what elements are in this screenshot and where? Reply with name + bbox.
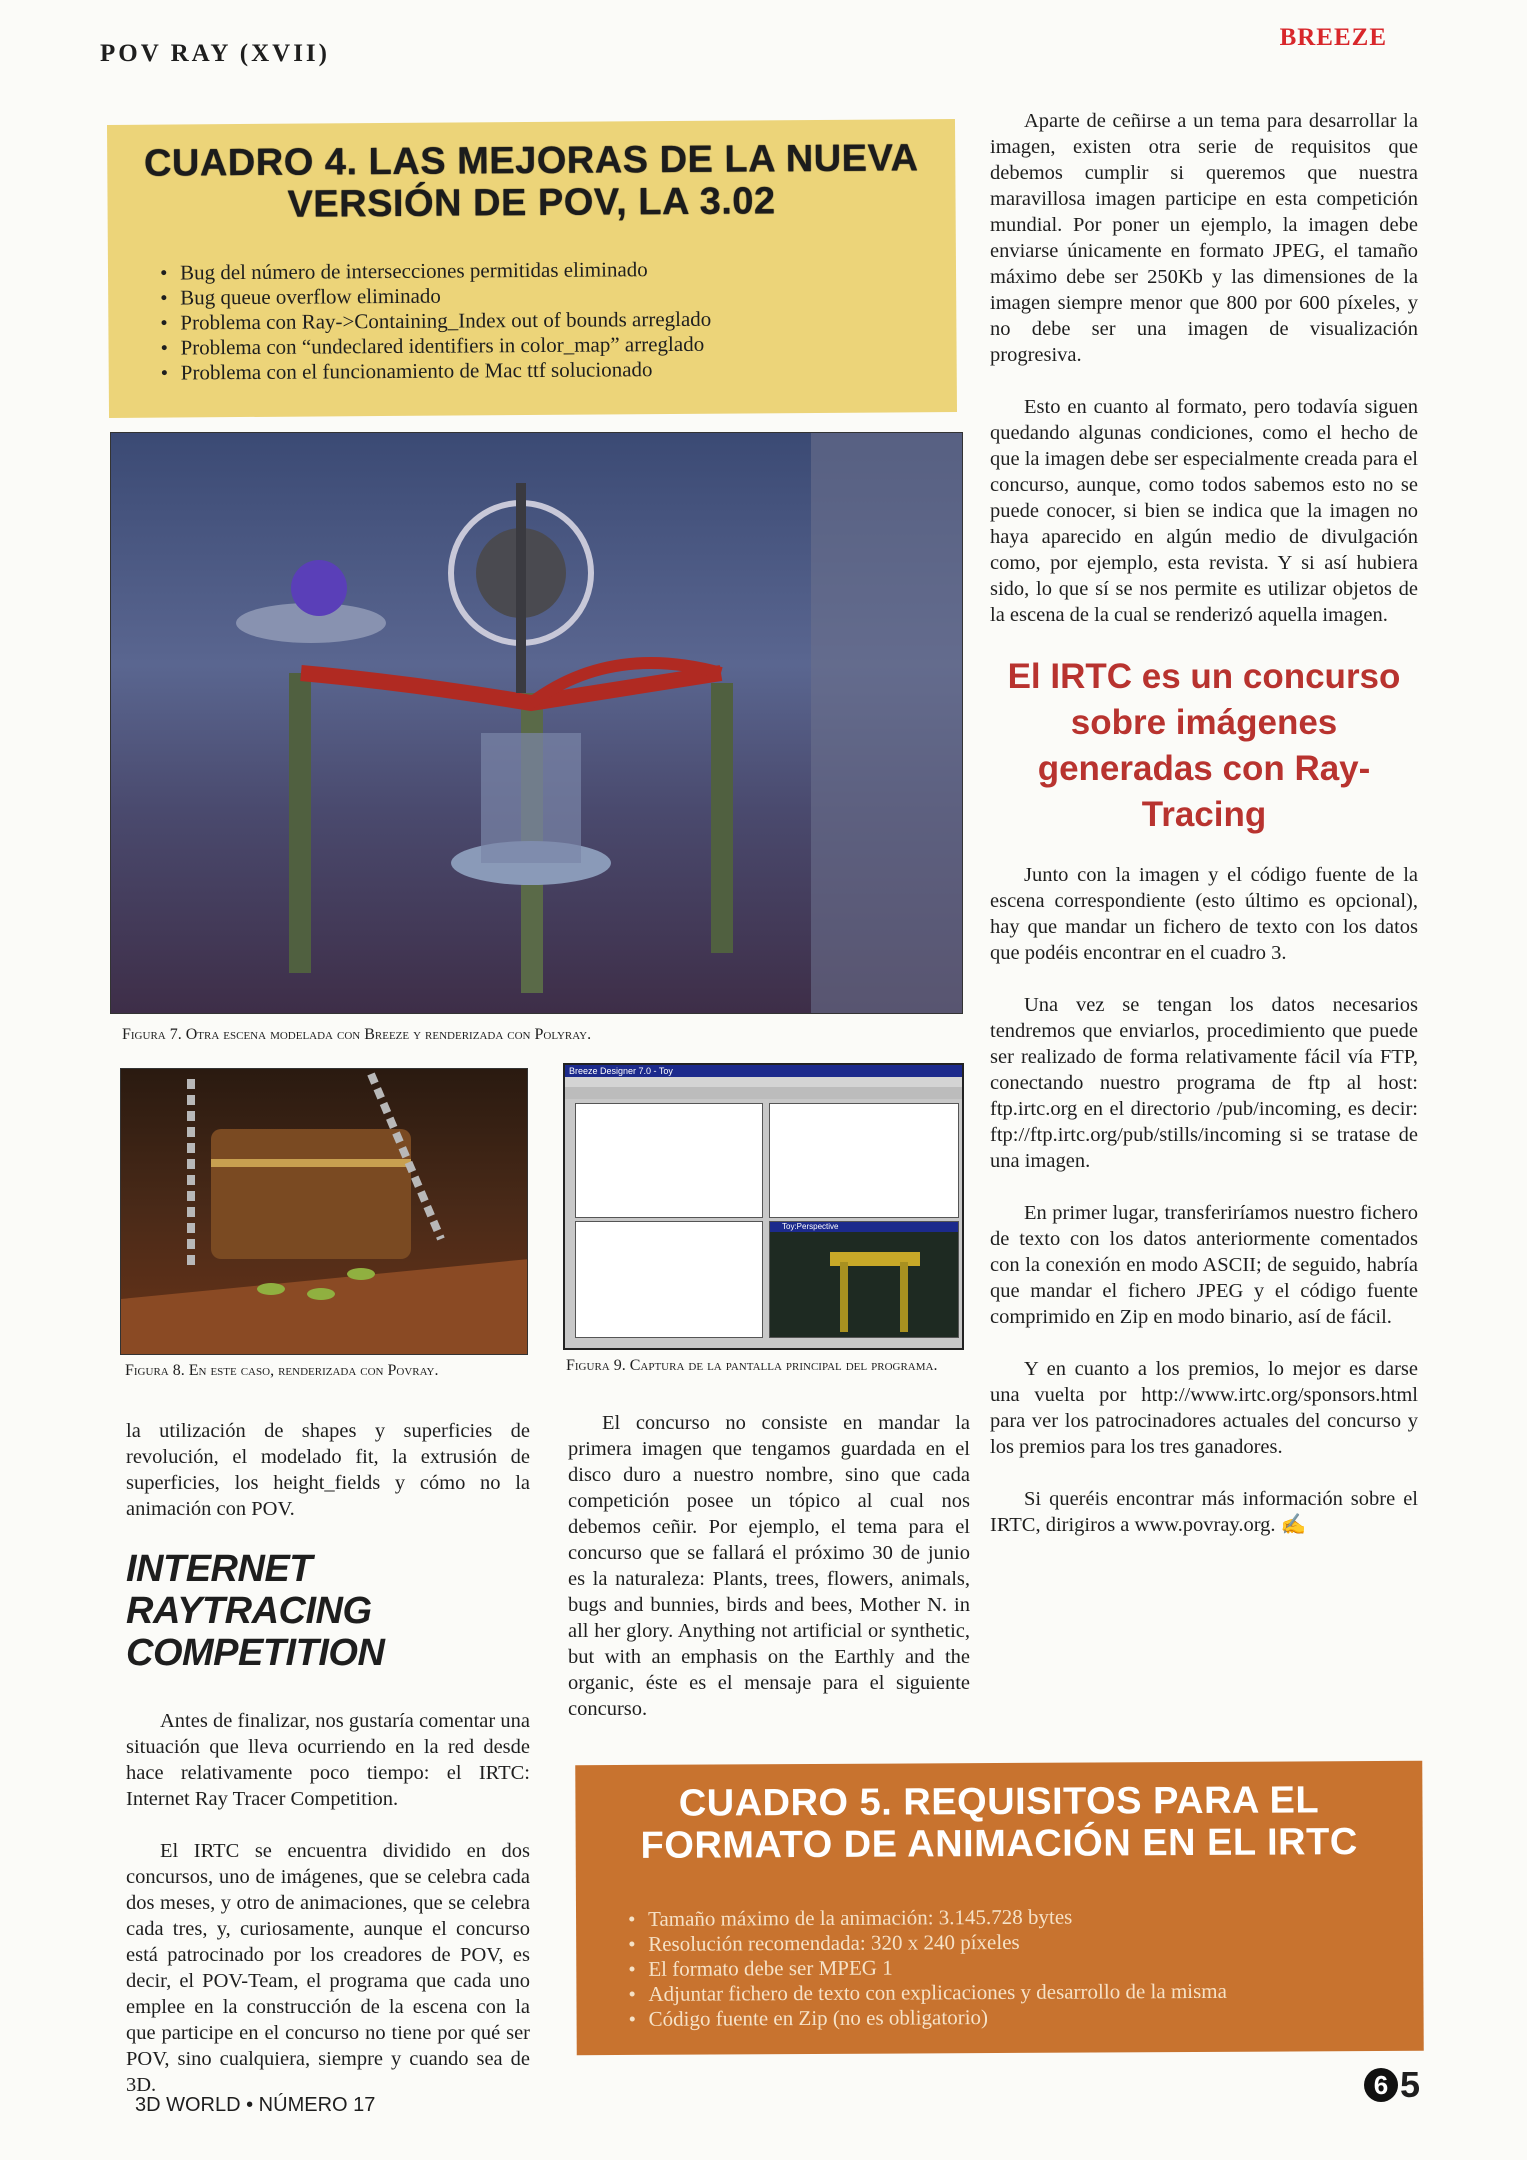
- figure-8-render: [120, 1068, 528, 1355]
- viewport-front: [575, 1103, 763, 1218]
- cuadro-5-title: CUADRO 5. REQUISITOS PARA EL FORMATO DE ANIMACIÓN EN EL IRTC: [640, 1779, 1358, 1867]
- cuadro-5-box: [575, 1761, 1424, 2055]
- list-item: • Bug del número de intersecciones permitidas eliminado: [160, 255, 926, 285]
- cuadro-4-title: CUADRO 4. LAS MEJORAS DE LA NUEVA VERSIÓN DE POV, LA 3.02: [143, 137, 919, 226]
- paragraph: El concurso no consiste en mandar la primera imagen que tengamos guardada en el disco duro a nuestro nombre, sino que cada competición posee un tópico al cual nos debemos ceñir. Por ejemplo, el tema para el concurso que se fallará el próximo 30 de junio es la naturaleza: Plants, trees, flowers, animals, bugs and bunnies, birds and bees, Mother N. in all her glory. Anything not artificial or synthetic, but with an emphasis on the Earthly and the organic, éste es el mensaje para el siguiente concurso.: [568, 1412, 970, 1720]
- page-number: [1364, 2064, 1420, 2106]
- list-item: • Código fuente en Zip (no es obligatorio): [629, 2003, 1394, 2032]
- list-item: • Problema con el funcionamiento de Mac ttf solucionado: [161, 355, 927, 385]
- paragraph: la utilización de shapes y superficies de revolución, el modelado fit, la extrusión de superficies, los height_fields y cómo no la animación con POV.: [126, 1420, 530, 1520]
- cuadro-4-box: [107, 119, 957, 418]
- figure-8-caption: Figura 8. En este caso, renderizada con Povray.: [125, 1362, 439, 1379]
- page-number-digit: 5: [1400, 2064, 1421, 2105]
- paragraph: [990, 1486, 1418, 1538]
- closing-text: Si queréis encontrar más información sobre el IRTC, dirigiros a www.povray.org.: [990, 1488, 1418, 1536]
- treasure-chest-image: [121, 1069, 528, 1355]
- list-item: • Resolución recomendada: 320 x 240 píxeles: [628, 1928, 1393, 1957]
- paragraph: Una vez se tengan los datos necesarios tendremos que enviarlos, procedimiento que puede ser realizado de forma relativamente fácil vía FTP, conectando nuestro programa de ftp al host: ftp.irtc.org en el directorio /pub/incoming, es decir: ftp://ftp.irtc.org/pub/stills/incoming si se tratase de una imagen.: [990, 994, 1418, 1172]
- end-mark-pen-icon: ✍: [1280, 1514, 1307, 1536]
- paragraph: Antes de finalizar, nos gustaría comentar una situación que lleva ocurriendo en la red desde hace relativamente poco tiempo: el IRTC: Internet Ray Tracer Competition.: [126, 1710, 530, 1810]
- left-column: [126, 1418, 530, 2124]
- paragraph: Aparte de ceñirse a un tema para desarrollar la imagen, existen otra serie de requisitos que debemos cumplir si queremos que nuestra maravillosa imagen participe en esta competición mundial. Por poner un ejemplo, la imagen debe enviarse únicamente en formato JPEG, el tamaño máximo debe ser 250Kb y las dimensiones de la imagen siempre menor que 800 por 600 píxeles, y no debe ser una imagen de visualización progresiva.: [990, 110, 1418, 366]
- pull-quote: El IRTC es un concurso sobre imágenes generadas con Ray-Tracing: [1007, 657, 1401, 834]
- running-title: POV RAY (XVII): [100, 40, 330, 67]
- figure-7-render: [110, 432, 963, 1014]
- section-heading: INTERNET RAYTRACING COMPETITION: [126, 1548, 385, 1674]
- middle-column: [568, 1410, 970, 1748]
- paragraph: Esto en cuanto al formato, pero todavía siguen quedando algunas condiciones, como el hecho de que la imagen debe ser especialmente creada para el concurso, aunque, como todos sabemos esto no se puede conocer, si bien se indica que la imagen no haya aparecido en algún medio de divulgación como, por ejemplo, esta revista. Y si así hubiera sido, lo que sí se nos permite es utilizar objetos de la escena de la cual se renderizó aquella imagen.: [990, 396, 1418, 626]
- section-label: BREEZE: [1279, 24, 1387, 51]
- cuadro-4-list: [138, 255, 927, 385]
- list-item: • El formato debe ser MPEG 1: [628, 1953, 1393, 1982]
- window-title-bar: Breeze Designer 7.0 - Toy: [565, 1065, 962, 1077]
- paragraph: Y en cuanto a los premios, lo mejor es darse una vuelta por http://www.irtc.org/sponsors.html para ver los patrocinadores actuales del concurso y los premios para los tres ganadores.: [990, 1358, 1418, 1458]
- list-item: • Tamaño máximo de la animación: 3.145.728 bytes: [628, 1903, 1393, 1932]
- gyroscope-scene-image: [111, 433, 963, 1014]
- cuadro-5-list: [606, 1903, 1394, 2032]
- viewport-perspective: [769, 1221, 959, 1338]
- paragraph: En primer lugar, transferiríamos nuestro fichero de texto con los datos anteriormente comentados con la conexión en modo ASCII; de seguido, habría que mandar el fichero JPEG y el código fuente comprimido en Zip en modo binario, así de fácil.: [990, 1202, 1418, 1328]
- paragraph: El IRTC se encuentra dividido en dos concursos, uno de imágenes, que se celebra cada dos meses, y otro de animaciones, que se celebra cada tres, y, curiosamente, aunque el concurso está patrocinado por los creadores de POV, es decir, el POV-Team, el programa que cada uno emplee en la construcción de la escena con la que participe en el concurso no tiene por qué ser POV, sino cualquiera, siempre y cuando sea de 3D.: [126, 1840, 530, 2096]
- publication-footer: 3D WORLD • NÚMERO 17: [135, 2094, 376, 2116]
- figure-7-caption: Figura 7. Otra escena modelada con Breeze y renderizada con Polyray.: [122, 1026, 592, 1043]
- list-item: • Adjuntar fichero de texto con explicaciones y desarrollo de la misma: [628, 1978, 1393, 2007]
- figure-9-screenshot: [563, 1063, 964, 1350]
- list-item: • Bug queue overflow eliminado: [160, 280, 926, 310]
- viewport-top: [769, 1103, 959, 1218]
- viewport-side: [575, 1221, 763, 1338]
- paragraph: Junto con la imagen y el código fuente de la escena correspondiente (esto último es opcional), hay que mandar un fichero de texto con los datos que podéis encontrar en el cuadro 3.: [990, 864, 1418, 964]
- list-item: • Problema con “undeclared identifiers in color_map” arreglado: [160, 330, 926, 360]
- page-number-circle: 6: [1364, 2068, 1398, 2102]
- right-column: [990, 108, 1418, 1564]
- figure-9-caption: Figura 9. Captura de la pantalla principal del programa.: [566, 1357, 938, 1374]
- viewport-title: Toy:Perspective: [770, 1222, 958, 1232]
- list-item: • Problema con Ray->Containing_Index out of bounds arreglado: [160, 305, 926, 335]
